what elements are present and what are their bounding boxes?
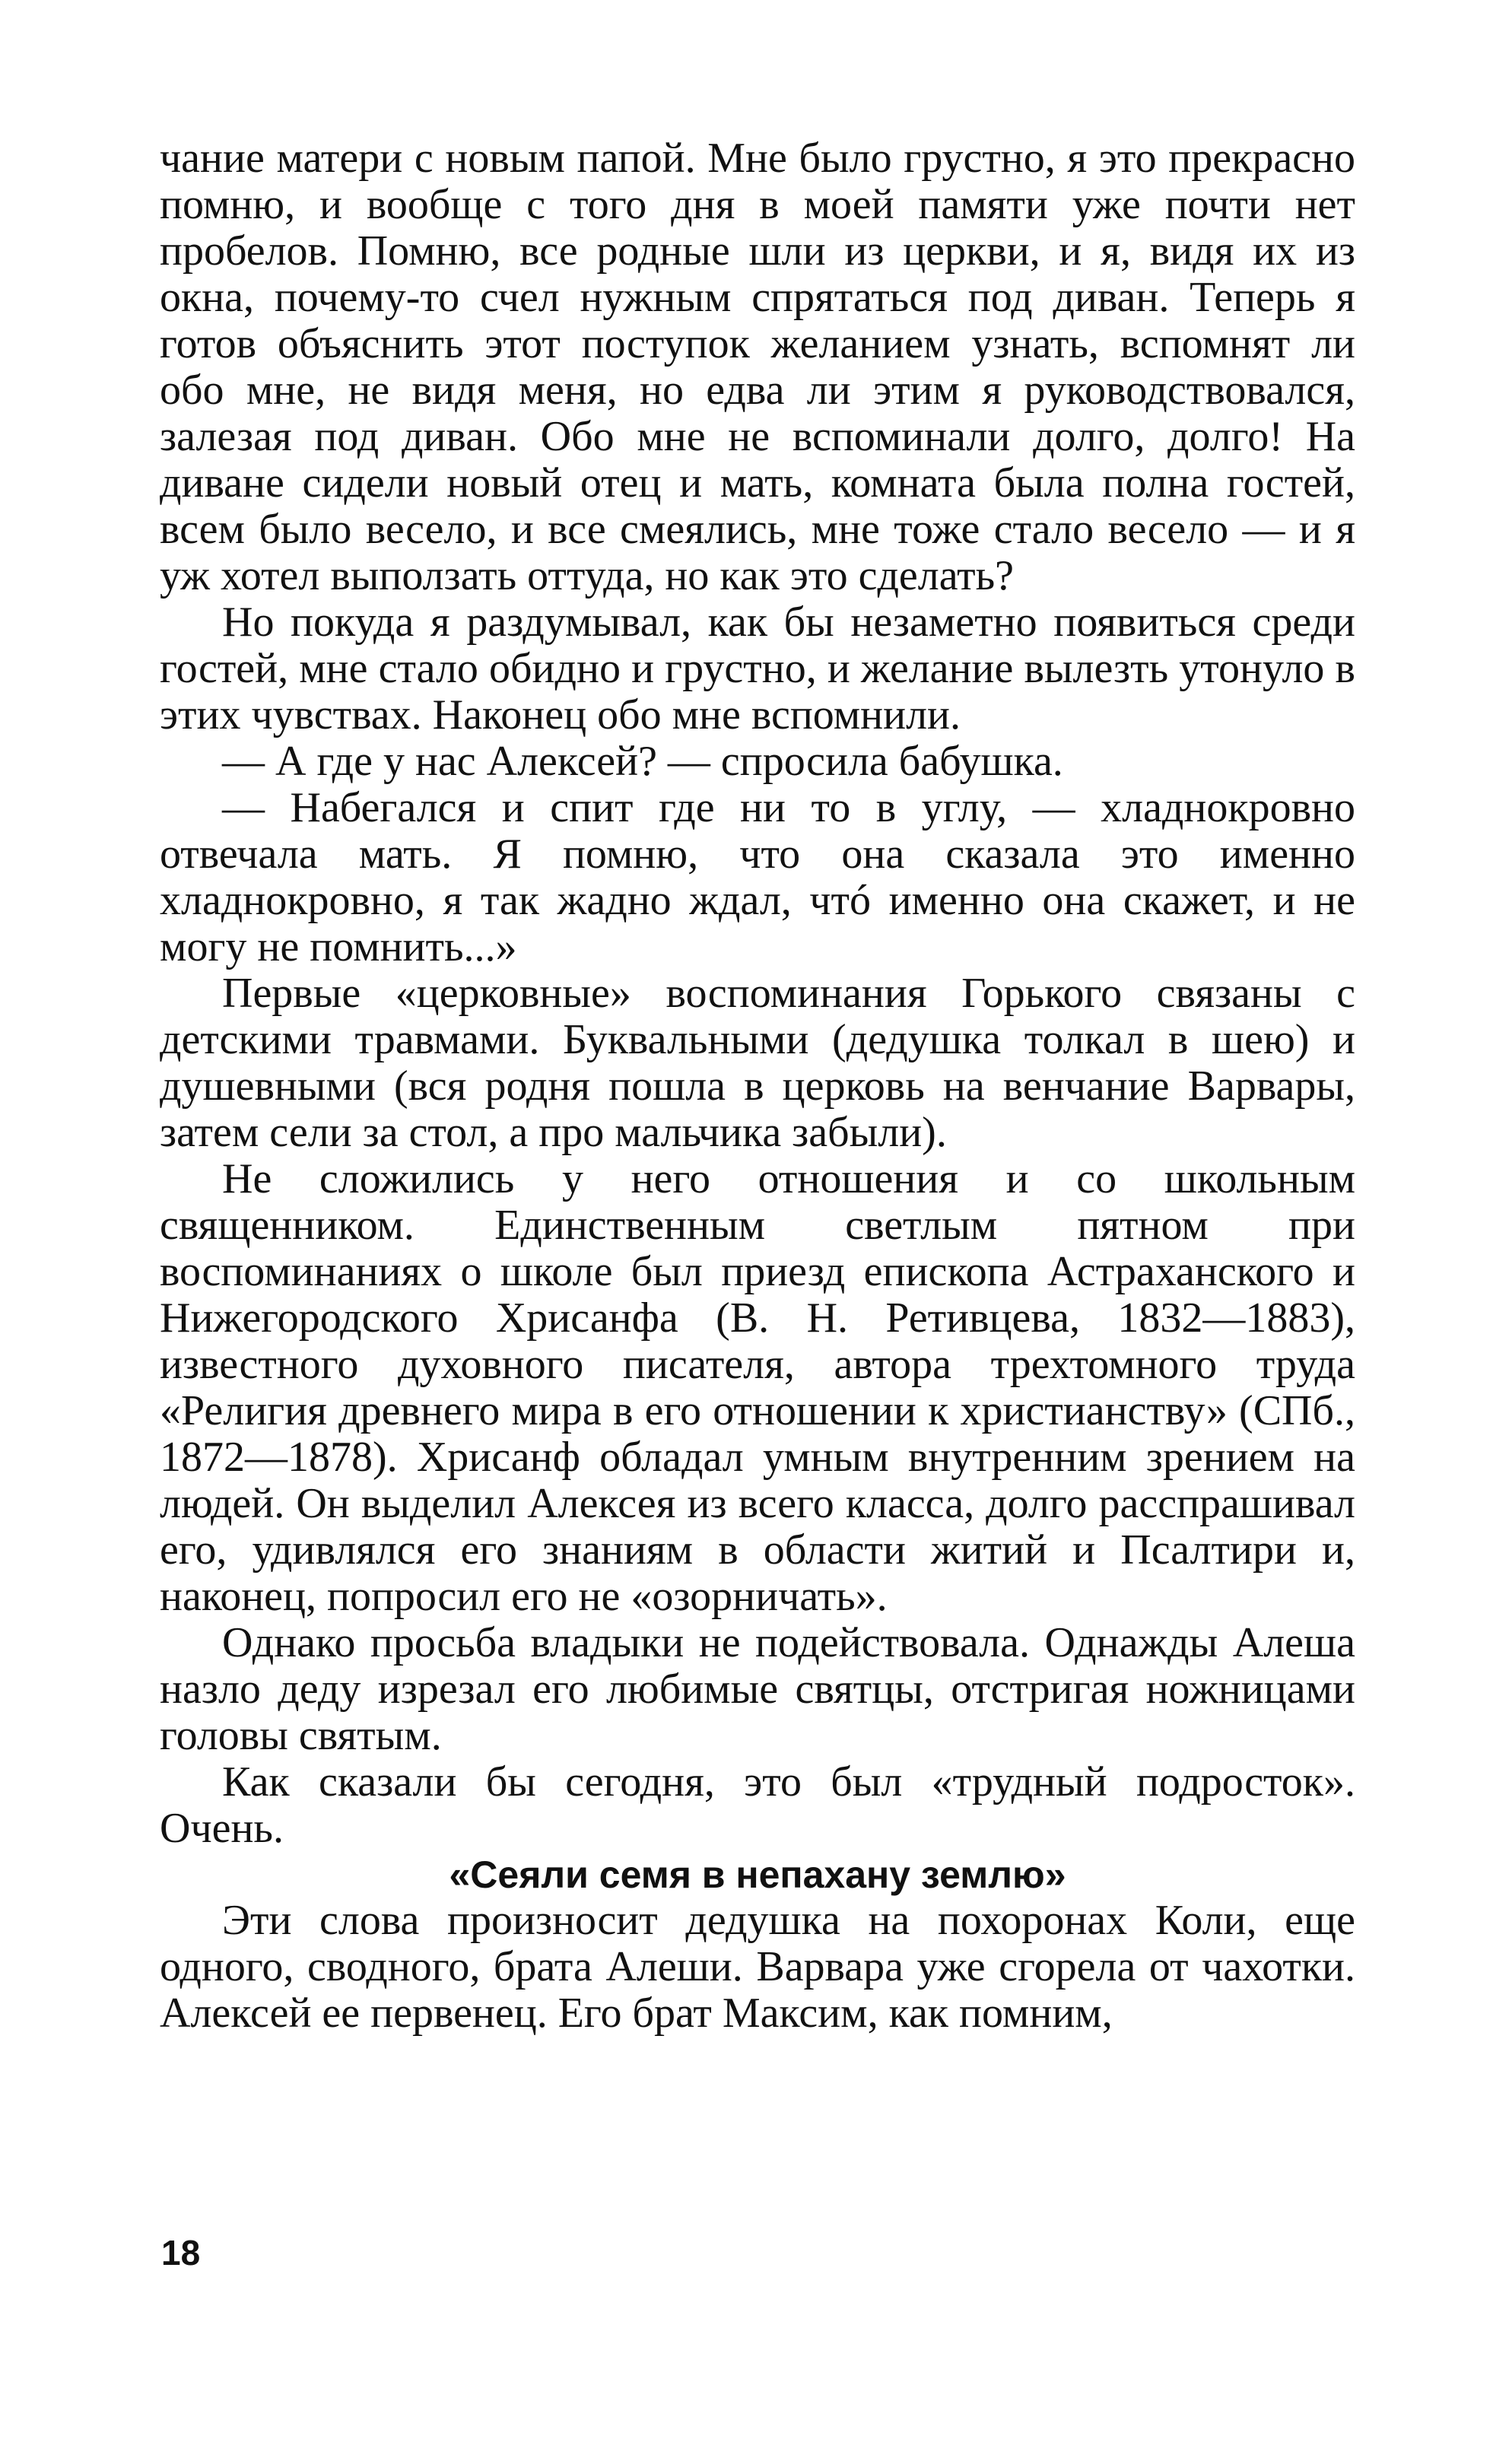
book-page [160, 135, 1355, 2037]
paragraph-1: чание матери с новым папой. Мне было грустно, я это прекрасно помню, и вообще с того дня в моей памяти уже почти нет пробелов. Помню, все родные шли из церкви, и я, видя их из окна, почему-то счел нужным спрятаться под диван. Теперь я готов объяснить этот поступок желанием узнать, вспомнят ли обо мне, не видя меня, но едва ли этим я руководствовался, залезая под диван. Обо мне не вспоминали долго, долго! На диване сидели новый отец и мать, комната была полна гостей, всем было весело, и все смеялись, мне тоже стало весело — и я уж хотел выползать оттуда, но как это сделать? [160, 135, 1355, 599]
page-number: 18 [161, 2233, 201, 2272]
paragraph-5: Первые «церковные» воспоминания Горького связаны с детскими травмами. Буквальными (дедушка толкал в шею) и душевными (вся родня пошла в церковь на венчание Варвары, затем сели за стол, а про мальчика забыли). [160, 970, 1355, 1156]
paragraph-7: Однако просьба владыки не подействовала. Однажды Алеша назло деду изрезал его любимые святцы, отстригая ножницами головы святым. [160, 1619, 1355, 1759]
paragraph-2: Но покуда я раздумывал, как бы незаметно появиться среди гостей, мне стало обидно и грустно, и желание вылезть утонуло в этих чувствах. Наконец обо мне вспомнили. [160, 599, 1355, 738]
paragraph-6: Не сложились у него отношения и со школьным священником. Единственным светлым пятном при воспоминаниях о школе был приезд епископа Астраханского и Нижегородского Хрисанфа (В. Н. Ретивцева, 1832—1883), известного духовного писателя, автора трехтомного труда «Религия древнего мира в его отношении к христианству» (СПб., 1872—1878). Хрисанф обладал умным внутренним зрением на людей. Он выделил Алексея из всего класса, долго расспрашивал его, удивлялся его знаниям в области житий и Псалтири и, наконец, попросил его не «озорничать». [160, 1155, 1355, 1620]
paragraph-4: — Набегался и спит где ни то в углу, — хладнокровно отвечала мать. Я помню, что она сказала это именно хладнокровно, я так жадно ждал, чтó именно она скажет, и не могу не помнить...» [160, 784, 1355, 970]
paragraph-9: Эти слова произносит дедушка на похоронах Коли, еще одного, сводного, брата Алеши. Варвара уже сгорела от чахотки. Алексей ее первенец. Его брат Максим, как помним, [160, 1897, 1355, 2037]
paragraph-3: — А где у нас Алексей? — спросила бабушка. [222, 738, 1063, 785]
paragraph-8: Как сказали бы сегодня, это был «трудный подросток». Очень. [160, 1758, 1355, 1852]
section-title: «Сеяли семя в непахану землю» [449, 1853, 1066, 1896]
